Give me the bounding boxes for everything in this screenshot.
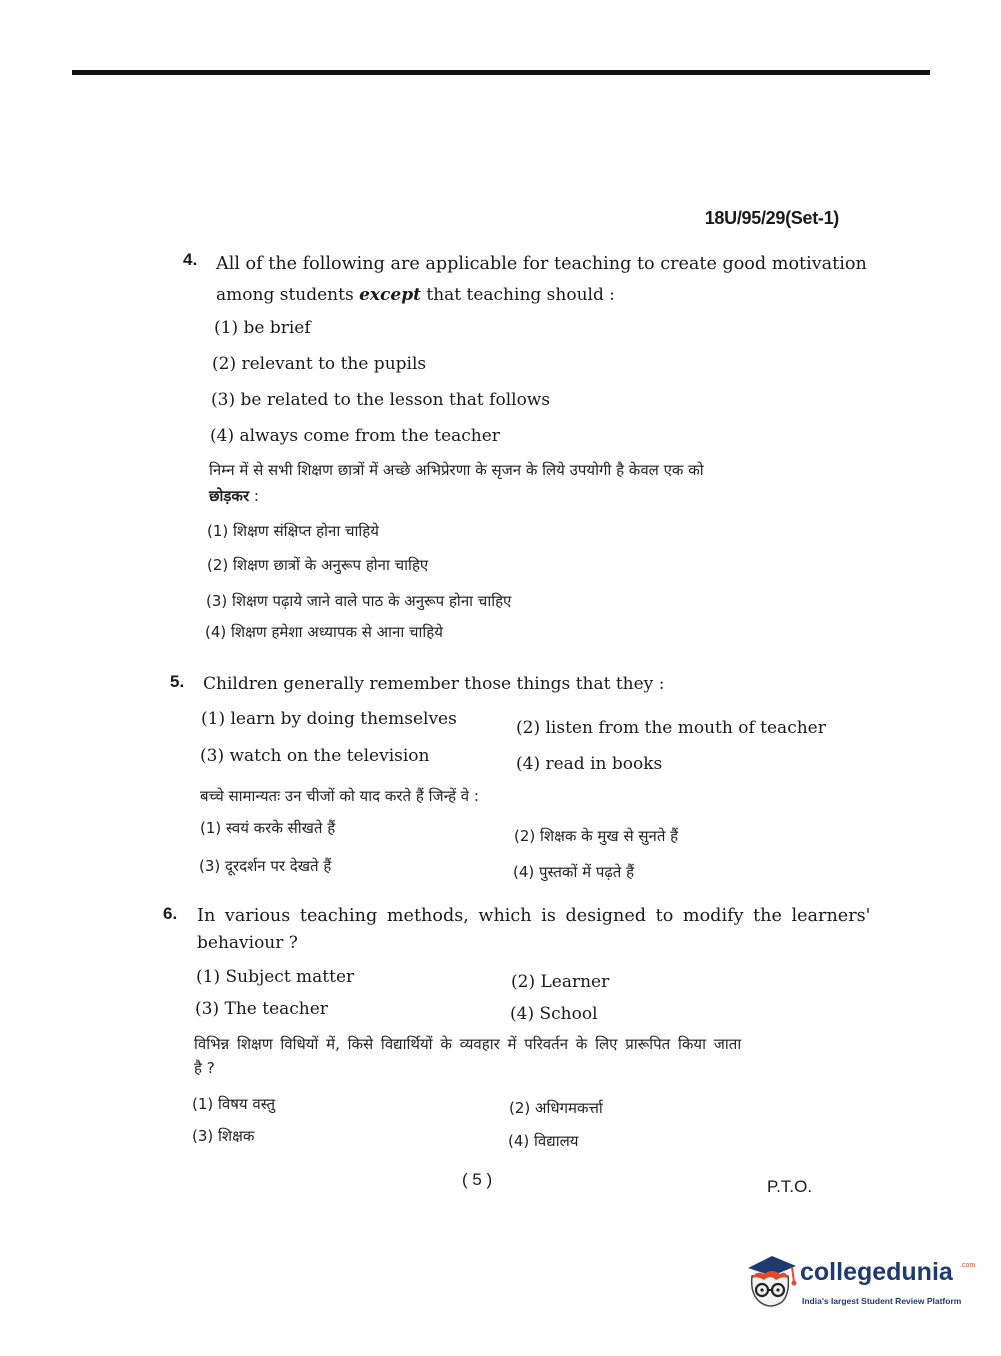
brand-name: collegedunia	[800, 1258, 953, 1286]
brand-tagline: India's largest Student Review Platform	[802, 1296, 962, 1306]
pto-label: P.T.O.	[767, 1177, 813, 1196]
question-4-text-en-2: among students except that teaching should :	[216, 285, 615, 305]
question-6-option-en-1: (1) Subject matter	[196, 967, 355, 987]
question-6-option-hi-1: (1) विषय वस्तु	[192, 1095, 276, 1113]
collegedunia-watermark	[742, 1252, 976, 1314]
question-4-option-en-3: (3) be related to the lesson that follows	[211, 390, 551, 410]
question-4-option-hi-1: (1) शिक्षण संक्षिप्त होना चाहिये	[207, 522, 379, 540]
question-5-option-en-1: (1) learn by doing themselves	[201, 709, 457, 729]
question-6-text-hi: विभिन्न शिक्षण विधियों में, किसे विद्यार्थियों के व्यवहार में परिवर्तन के लिए प्रारूपित किया जाता	[194, 1035, 742, 1053]
question-5-text-en: Children generally remember those things that they :	[203, 674, 665, 694]
question-4-text-hi: निम्न में से सभी शिक्षण छात्रों में अच्छे अभिप्रेरणा के सृजन के लिये उपयोगी है केवल एक को	[209, 461, 704, 479]
question-4-text-en: All of the following are applicable for teaching to create good motivation	[216, 254, 867, 274]
mascot-icon	[742, 1252, 800, 1314]
question-5-option-hi-3: (3) दूरदर्शन पर देखते हैं	[199, 857, 332, 875]
question-5-option-en-3: (3) watch on the television	[200, 746, 430, 766]
question-5-option-en-4: (4) read in books	[516, 754, 663, 774]
question-6-option-en-3: (3) The teacher	[195, 999, 328, 1019]
question-6-text-hi-2: है ?	[194, 1059, 215, 1077]
question-5-option-hi-2: (2) शिक्षक के मुख से सुनते हैं	[514, 827, 679, 845]
question-6-option-en-4: (4) School	[510, 1004, 598, 1024]
question-6-text-en: In various teaching methods, which is designed to modify the learners'	[197, 906, 871, 926]
question-4-option-en-1: (1) be brief	[214, 318, 311, 338]
brand-suffix: .com	[960, 1262, 976, 1269]
question-5-option-hi-1: (1) स्वयं करके सीखते हैं	[200, 819, 336, 837]
question-5-option-en-2: (2) listen from the mouth of teacher	[516, 718, 826, 738]
top-rule	[72, 70, 930, 75]
question-4-option-en-2: (2) relevant to the pupils	[212, 354, 427, 374]
question-6-text-en-2: behaviour ?	[197, 933, 298, 953]
question-4-number: 4.	[183, 250, 198, 269]
question-6-option-hi-4: (4) विद्यालय	[508, 1132, 579, 1150]
question-6-number: 6.	[163, 904, 178, 923]
question-4-text-hi-2: छोड़कर :	[209, 487, 259, 505]
question-4-option-en-4: (4) always come from the teacher	[210, 426, 500, 446]
question-5-text-hi: बच्चे सामान्यतः उन चीजों को याद करते हैं जिन्हें वे :	[200, 787, 479, 805]
question-4-option-hi-2: (2) शिक्षण छात्रों के अनुरूप होना चाहिए	[207, 556, 429, 574]
page-number: ( 5 )	[462, 1170, 493, 1189]
question-6-option-hi-2: (2) अधिगमकर्त्ता	[509, 1099, 603, 1117]
question-6-option-hi-3: (3) शिक्षक	[192, 1127, 255, 1145]
paper-code: 18U/95/29(Set-1)	[704, 208, 839, 228]
question-4-option-hi-4: (4) शिक्षण हमेशा अध्यापक से आना चाहिये	[205, 623, 443, 641]
question-6-option-en-2: (2) Learner	[511, 972, 610, 992]
question-5-number: 5.	[170, 672, 185, 691]
question-5-option-hi-4: (4) पुस्तकों में पढ़ते हैं	[513, 863, 635, 881]
question-4-option-hi-3: (3) शिक्षण पढ़ाये जाने वाले पाठ के अनुरूप होना चाहिए	[206, 592, 512, 610]
